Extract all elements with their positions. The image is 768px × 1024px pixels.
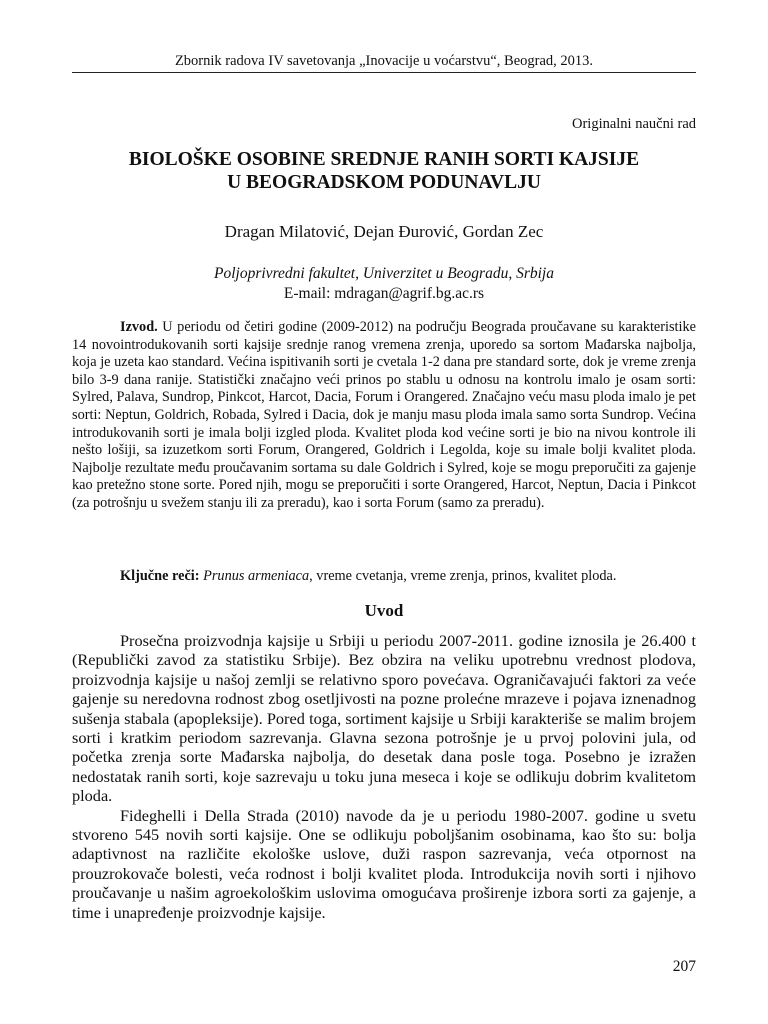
- affiliation: Poljoprivredni fakultet, Univerzitet u Beogradu, Srbija: [214, 265, 554, 282]
- running-header: Zbornik radova IV savetovanja „Inovacije u voćarstvu“, Beograd, 2013.: [174, 53, 594, 69]
- author-email: E-mail: mdragan@agrif.bg.ac.rs: [283, 285, 485, 302]
- body-text: [72, 631, 696, 922]
- paper-type-label: Originalni naučni rad: [571, 116, 696, 132]
- keyword-latin-name: Prunus armeniaca: [203, 568, 310, 584]
- authors: Dragan Milatović, Dejan Đurović, Gordan Zec: [224, 222, 544, 241]
- keywords-label: Ključne reči:: [120, 568, 200, 584]
- body-paragraph: Fideghelli i Della Strada (2010) navode da je u periodu 1980-2007. godine u svetu stvoreno 545 novih sorti kajsije. One se odlikuju poboljšanim osobinama, kao što su: bolja adaptivnost na različite ekološke uslove, duži raspon sazrevanja, veća otpornost na prouzrokovače bolesti, veća rodnost i bolji kvalitet ploda. Introdukcija novih sorti i njihovo proučavanje u našim agroekološkim uslovima omogućava proširenje izbora sorti za gajenje, a time i unapređenje proizvodnje kajsije.: [72, 805, 696, 922]
- body-paragraph: Prosečna proizvodnja kajsije u Srbiji u periodu 2007-2011. godine iznosila je 26.400 t (Republički zavod za statistiku Srbije). Bez obzira na veliku upotrebnu vrednost plodova, proizvodnja kajsije u našoj zemlji se relativno sporo povećava. Ograničavajući faktori za veće gajenje su neredovna rodnost zbog osetljivosti na pozne prolećne mrazeve i pojava iznenadnog sušenja stabala (apopleksije). Pored toga, sortiment kajsije u Srbiji karakteriše se malim brojem sorti i kratkim periodom sazrevanja. Glavna sezona potrošnje je u prvoj polovini jula, od početka zrenja sorte Mađarska najbolja, do desetak dana posle toga. Posebno je izražen nedostatak ranih sorti, koje sazrevaju u toku juna meseca i koje se odlikuju dobrim kvalitetom ploda.: [72, 631, 696, 806]
- title-line: BIOLOŠKE OSOBINE SREDNJE RANIH SORTI KAJSIJE: [128, 149, 640, 170]
- paper-title: [72, 148, 696, 194]
- abstract-text: U periodu od četiri godine (2009-2012) na području Beograda proučavane su karakteristike 14 novointrodukovanih sorti kajsije srednje ranog vremena zrenja, uporedo sa sortom Mađarska najbolja, koja je uzeta kao standard. Većina ispitivanih sorti je cvetala 1-2 dana pre standard sorte, dok je vreme zrenja bilo 3-9 dana ranije. Statistički značajno veći prinos po stablu u odnosu na kontrolu imalo je osam sorti: Sylred, Palava, Sundrop, Pinkcot, Harcot, Dacia, Forum i Orangered. Značajno veću masu ploda imalo je pet sorti: Neptun, Goldrich, Robada, Sylred i Dacia, dok je manju masu ploda imala samo sorta Sundrop. Većina introdukovanih sorti je imala bolji izgled ploda. Kvalitet ploda kod većine sorti je bio na nivou kontrole ili nešto lošiji, sa izuzetkom sorti Forum, Orangered, Goldrich i Legolda, koje su imale bolji kvalitet ploda. Najbolje rezultate među proučavanim sortama su dale Goldrich i Sylred, koje se mogu preporučiti za gajenje kao pretežno stone sorte. Pored njih, mogu se preporučiti i sorte Orangered, Harcot, Neptun, Dacia i Pinkcot (za potrošnju u svežem stanju ili za preradu), kao i sorta Forum (samo za preradu).: [72, 319, 696, 511]
- keywords: [72, 568, 696, 586]
- title-line: U BEOGRADSKOM PODUNAVLJU: [227, 172, 541, 193]
- abstract-label: Izvod.: [120, 319, 158, 335]
- page-number: 207: [672, 958, 696, 975]
- keywords-rest: , vreme cvetanja, vreme zrenja, prinos, kvalitet ploda.: [309, 568, 617, 584]
- header-divider: [72, 72, 696, 73]
- section-heading: Uvod: [364, 601, 404, 620]
- abstract: [72, 319, 696, 513]
